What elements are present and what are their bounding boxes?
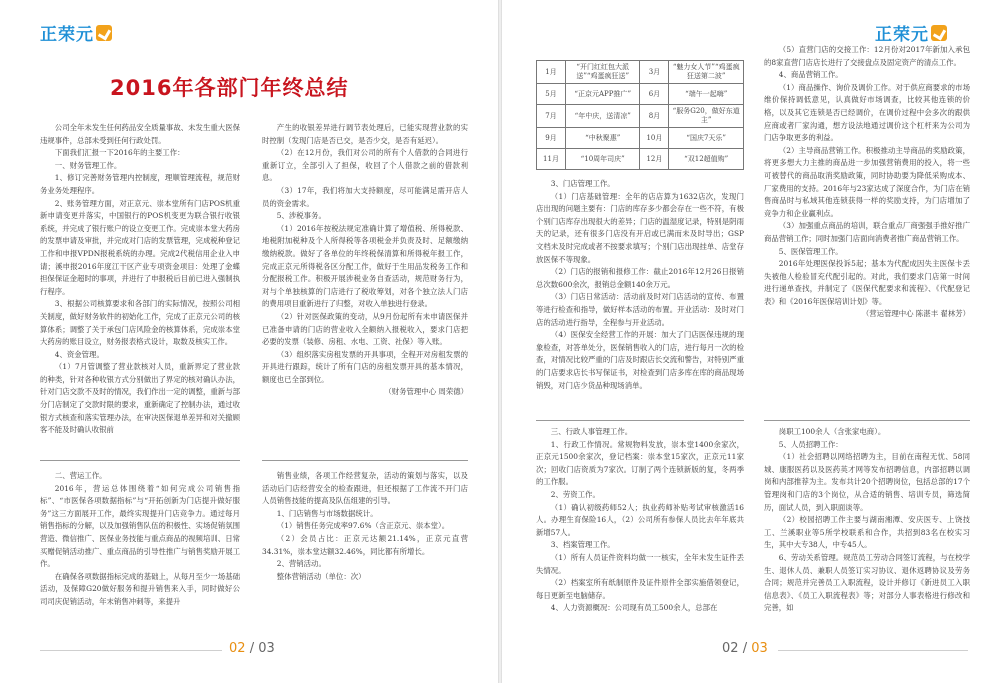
page-number-current: 02: [722, 641, 739, 656]
paragraph: （2）档案室所有纸制原件及证件原件全部实施借领登记，每日更新至电脑储存。: [536, 578, 744, 600]
table-cell-event: “服务G20，做好东道主”: [669, 105, 744, 128]
table-cell-month: 10月: [640, 128, 669, 149]
page-number-other: 03: [258, 641, 275, 656]
table-row: [537, 149, 744, 170]
paragraph: 2、账务管理方面，对正京元、崇本堂所有门店POS机重新申请变更并落实，中国银行的POS机变更为联合银行收银系统，并完成了银行账户的设立变更工作。完成崇本堂大药房的发票申请及审批，并完成对门店的发票管理，完成税种登记工作和申报VPDN报税系统的办理。完成2代税信用企业入申请；溪申报2016年度江干区产业专项资金项目：处理了金蝶担保保证金超时的事项，并进行了申报税后目前已进入强制执行程序。: [40, 198, 240, 296]
brand-logo: [875, 20, 947, 45]
page-number-separator: /: [249, 641, 255, 656]
section-divider: [536, 420, 744, 421]
article-column-merchandising: [764, 44, 970, 404]
paragraph: （1）商品操作、询价及调价工作。对于供应商要求的市场维价保持调低意见，认真做好市场调查，比较其他连锁的价格，以及其它连锁是否已经调价，在调价过程中会多次的跟供应商或者厂家沟通，想方设法地通过调价这个杠杆来为公司为门店争取更多的利益。: [764, 82, 970, 143]
paragraph: 下面我们汇报一下2016年的主要工作：: [54, 148, 185, 158]
paragraph: （3）加强重点商品的培训，联合重点厂商强强手推好推广商品营销工作；同时加强门店面向消费者推广商品营销工作。: [764, 221, 970, 243]
paragraph: 一、财务管理工作。: [54, 160, 122, 170]
table-cell-month: 8月: [640, 105, 669, 128]
paragraph: 销售业绩，各项工作经营复杂，活动的策划与落实，以及活动后门店经营安全的检查跟进，但还根据了工作流不开门店人员销售技能的提高及队伍组建的引导。: [262, 471, 468, 506]
section-divider: [262, 460, 468, 461]
paragraph: 5、涉税事务。: [276, 211, 326, 221]
brand-logo-mark-icon: [931, 25, 947, 41]
article-column-operations-1: [40, 470, 240, 628]
paragraph: 2016年处理医保投诉5起；基本为代配成因失主医保卡丢失被他人检验冒充代配引起的。对此，我们要求门店第一时间进行递单查找，并制定了《医保代配要求和流程》、《代配登记表》和《2016年医保培训计划》等。: [764, 259, 970, 306]
table-cell-month: 12月: [640, 149, 669, 170]
article-column-operations-2: [262, 470, 468, 628]
table-cell-event: “年中庆，送清凉”: [566, 105, 640, 128]
table-cell-event: “双12超值购”: [669, 149, 744, 170]
table-cell-month: 3月: [640, 61, 669, 84]
footer-rule: [778, 650, 968, 651]
paragraph: （营运管理中心 陈湛丰 翟林芳）: [861, 309, 970, 319]
paragraph: （2）主导商品营销工作。积极推动主导商品的奖励政策，将更多想大力主推的商品进一步加强营销费用的投入，将一些可被替代的商品取消奖励政策，同时协助要为降低采购成本、厂家费用的支持。2016年与23家达成了深度合作，为门店在销售商品时与私域其他连锁获得一样的奖励支持，为门店增加了竞争力和企业赢利点。: [764, 145, 970, 218]
paragraph: 在确保各项数据指标完成的基础上，从每月至少一场基础活动，及保障G20做好服务和提升销售来入手，同时做好公司司庆促销活动，年末销售冲刺等，来提升: [40, 571, 240, 606]
paragraph: 4、商品营销工作。: [778, 70, 843, 80]
article-column-store-management: [536, 178, 744, 416]
paragraph: （2）会员占比：正京元达额21.14%，正京元直营34.31%，崇本堂达额32.46%，同比都有所增长。: [262, 533, 468, 556]
table-cell-month: 9月: [537, 128, 566, 149]
table-cell-month: 1月: [537, 61, 566, 84]
table-row: [537, 84, 744, 105]
paragraph: 3、根据公司核算要求和各部门的实际情况，按照公司相关制度，做好财务软件的初始化工作，完成了正京元公司的核算体系；调整了关于承包门店风险金的核算体系，完成崇本堂大药房的账目设立，财务报表格式设计，取数及核实工作。: [40, 299, 240, 347]
page-number-separator: /: [742, 641, 748, 656]
paragraph: 二、营运工作。: [54, 471, 107, 480]
paragraph: （2）门店的报销和报修工作：截止2016年12月26日报销总次数600余次，报销总金额140余万元。: [536, 267, 744, 289]
table-cell-event: “中秋聚惠”: [566, 128, 640, 149]
table-cell-month: 11月: [537, 149, 566, 170]
table-cell-event: “国庆7天乐”: [669, 128, 744, 149]
article-column-finance-2: [262, 122, 468, 448]
paragraph: （1）销售任务完成率97.6%（含正京元、崇本堂）。: [276, 521, 450, 531]
paragraph: 2016年，营运总体围绕着“如何完成公司销售指标”、“市医保各项数据指标”与“开拓创新为门店提升做好服务”这三方面展开工作，最终实现提升门店竞争力。通过每月销售指标的分解，以及加强销售队伍的积极性、实场促销氛围营造、微信推广、医保业务技能与重点商品的视频培训、日常买赠促销活动推广、重点商品的引导性推广与销售奖励开展工作。: [40, 483, 240, 569]
brand-logo-text: 正荣元: [875, 25, 929, 45]
page-number-other: 03: [751, 641, 768, 656]
paragraph: 3、门店管理工作。: [550, 179, 615, 188]
paragraph: 1、行政工作情况。常规物料发放，崇本堂1400余家次，正京元1500余家次，登记档案：崇本堂15家次，正京元11家次；回收门店资质为7家次。订制了两个连锁新版的复，冬两季的工作服。: [536, 439, 744, 487]
article-column-hr-1: [536, 426, 744, 613]
paragraph: （1）7月管调整了营业款核对人员，重新界定了营业款的种类，针对各种收银方式分别做出了界定的核对确认办法，针对门店交款不及时的情况，我们作出一定的调整，重新与部分门店制定了交款时限的要求，重新确定了控制办法，通过收银方式核查和落实管理办法，在审决医保退单差异和对关撤顾客不能及时确认收银前: [40, 362, 240, 435]
paragraph: （2）校园招聘工作主要与湖南湘潭、安庆医专、上饶技工、兰溪职业等5所学校联系和合作，共招到83名在校实习生，其中大专38人，中专45人。: [764, 515, 970, 550]
paragraph: （3）17年，我们将加大支持额度，尽可能满足需开店人员的资金需求。: [262, 185, 468, 208]
paragraph: （4）医保安全经营工作的开展：加大了门店医保违规的现象检查，对答单处分，医保销售收入的门店，进行每月一次的检查，对情况比较严重的门店及时跟店长交流和警告，对特别严重的门店要求店长书写保证书，对检查到门店多库在库的商品现场销毁，对门店少货品种现场消单。: [536, 330, 744, 390]
paragraph: 3、档案管理工作。: [550, 540, 615, 550]
footer-rule: [40, 650, 222, 651]
paragraph: （1）所有人员证件资料均做一一核实，全年未发生证件丢失情况。: [536, 552, 744, 575]
paragraph: （3）门店日常活动：活动前及时对门店活动的宣传、布置等进行检查和指导，做好样本活动的布置。开业活动：及时对门店的活动进行指导，全程参与开业活动。: [536, 292, 744, 327]
paragraph: 5、医保管理工作。: [778, 246, 843, 256]
paragraph: 6、劳动关系管理。规范员工劳动合同签订流程，与在校学生、退休人员、兼职人员签订实习协议、退休返聘协议及劳务合同；规范并完善员工入职流程，设计并修订《新进员工入职信息表》、《员工入职流程表》等；对部分人事表格进行修改和完善，如: [764, 552, 970, 613]
page-number: [229, 641, 275, 656]
brand-logo: [40, 20, 112, 45]
brand-logo-mark-icon: [96, 25, 112, 41]
paragraph: （3）组织落实房租发票的开具事项，全程开对房租发票的开具进行跟踪，统计了所有门店的房租发票开具的基本情况，额度也已全部到位。: [262, 349, 468, 384]
page-number: [722, 641, 768, 656]
paragraph: 4、资金管理。: [54, 349, 104, 359]
table-row: [537, 128, 744, 149]
brand-logo-text: 正荣元: [40, 25, 94, 45]
table-cell-event: “端午一起嗨”: [669, 84, 744, 105]
paragraph: 4、人力资源概况：公司现有员工500余人，总部在: [550, 603, 718, 613]
paragraph: 1、修订完善财务管理内控制度，理顺管理流程，规范财务业务处理程序。: [40, 173, 240, 195]
right-page: [502, 0, 1000, 683]
table-row: [537, 105, 744, 128]
table-cell-event: “10周年司庆”: [566, 149, 640, 170]
paragraph: 三、行政人事管理工作。: [550, 427, 633, 436]
article-column-finance-1: [40, 122, 240, 448]
paragraph: （1）社会招聘以网络招聘为主，目前在南程无忧、58同城、康服医药以及医药英才网等发布招聘信息，内部招聘以调岗和内部推荐为主。发布共计20个招聘岗位，包括总部的17个管理岗和门店的3个岗位，从合适的销售、培训专员，筛选简历，面试人员，到入职面谈等。: [764, 452, 970, 512]
paragraph: 整体营销活动（单位：次）: [276, 571, 366, 581]
paragraph: 1、门店销售与市场数据统计。: [276, 508, 378, 518]
promotion-schedule-table: [536, 60, 744, 170]
section-divider: [764, 420, 970, 421]
table-cell-event: “开门红红包大派送”“鸡蛋疯狂送”: [566, 61, 640, 84]
article-column-hr-2: [764, 426, 970, 613]
paragraph: （2）针对医保政策的变动，从9月份起所有未申请医保并已准备申请的门店的营业收入全额纳入报税收入，要求门店把必要的发票（装修、房租、水电、工资、社保）等入账。: [262, 311, 468, 347]
section-divider: [40, 460, 240, 461]
table-cell-event: “魅力女人节”“鸡蛋疯狂送第二波”: [669, 61, 744, 84]
paragraph: （1）确认初级药师52人；执业药师补贴考试审核激活16人。办理生育保险16人，（2）公司所有参保人员比去年年底共新增57人。: [536, 502, 744, 537]
paragraph: （5）直营门店的交接工作：12月份对2017年新加入承包的8家直营门店店长进行了交接盘点及固定资产的清点工作。: [764, 45, 970, 67]
paragraph: （财务管理中心 周荣德）: [384, 387, 468, 397]
table-cell-event: “正京元APP推广”: [566, 84, 640, 105]
left-page: [0, 0, 498, 683]
table-row: [537, 61, 744, 84]
paragraph: 岗职工100余人（含张家电商）。: [778, 427, 886, 436]
paragraph: 5、人员招聘工作：: [778, 439, 843, 449]
paragraph: （1）2016年按税法规定准确计算了增值税、所得税款、地税附加税种及个人所得税等各项税金并负责及时、足额缴纳缴纳税款。做好了各单位的年终税保清算和所得税年报工作，完成正京元所得税各区分配工作，做好于生用品发税务工作和分配报税工作。积极开展涉税业务自查活动，规范财务行为，对与个单独核算的门店进行了税收筹划，对各个独立法人门店的费用项目重新进行了归整，对收入单独进行登录。: [262, 223, 468, 309]
page-number-current: 02: [229, 641, 246, 656]
paragraph: （2）在12月份，我们对公司的所有个人借款的合同进行重新订立，全部引入了担保，收回了个人借款之前的借款利息。: [262, 148, 468, 183]
table-cell-month: 5月: [537, 84, 566, 105]
paragraph: 公司全年未发生任何药品安全质量事故、未发生重大医保违规事件，总部未受到任何行政处罚。: [40, 123, 240, 145]
paragraph: 2、营销活动。: [276, 559, 326, 569]
paragraph: （1）门店基础管理：全年的店店算为1632店次，发现门店出现的问题主要有：门店的库存多少都会存在一些不符，有极个别门店库存出现很大的差异；门店的温湿度记录，特别是阴雨天的记录，还有很多门店没有开启或已满而未及时导出；GSP文档未及时完成或者不按要求填写；个别门店出现挂单、店堂存放医保不等现象。: [536, 191, 744, 264]
table-cell-month: 6月: [640, 84, 669, 105]
paragraph: 2、劳资工作。: [550, 489, 600, 499]
table-cell-month: 7月: [537, 105, 566, 128]
page-title: 2016年各部门年终总结: [110, 76, 349, 100]
paragraph: 产生的收银差异进行调节表处理后，已能实现营业款的实时控制（发现门店是否已交，是否少交，是否有延迟）。: [262, 123, 468, 145]
